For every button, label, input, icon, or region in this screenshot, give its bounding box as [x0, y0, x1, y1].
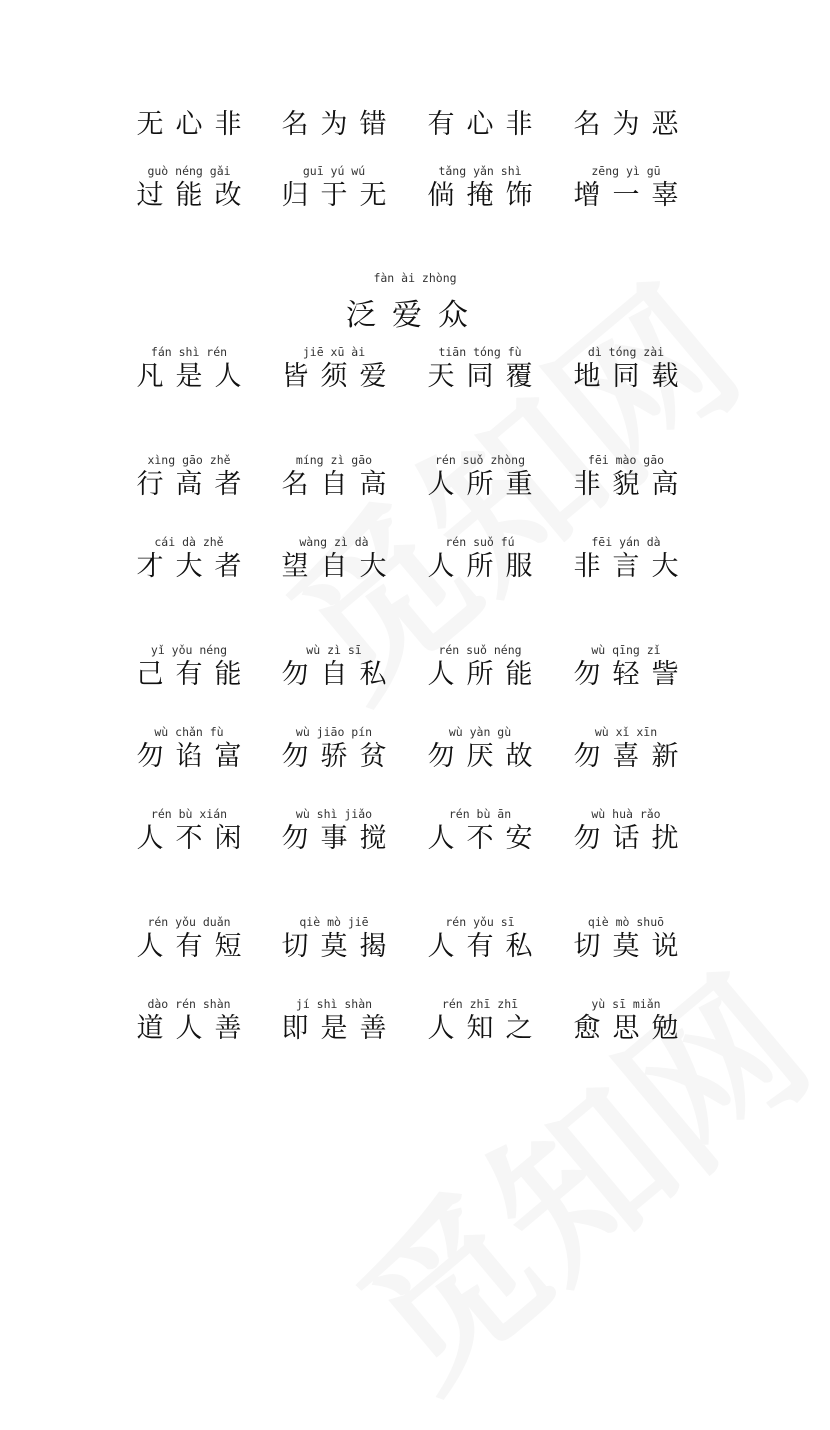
verse-phrase: [410, 996, 550, 1046]
pinyin: wù chǎn fù: [154, 725, 224, 739]
verse-phrase: [556, 163, 696, 213]
pinyin: dào rén shàn: [147, 997, 231, 1011]
hanzi: 非貌高: [573, 469, 691, 500]
verse-phrase: [410, 642, 550, 692]
verse-phrase: [264, 724, 404, 774]
verse-phrase: [119, 92, 259, 142]
hanzi: 望自大: [281, 551, 399, 582]
pinyin: cái dà zhě: [154, 535, 224, 549]
pinyin: rén bù ān: [448, 807, 512, 821]
verse-phrase: [264, 642, 404, 692]
verse-phrase: [264, 92, 404, 142]
section-title: 泛爱众: [346, 298, 484, 333]
hanzi: 增一辜: [573, 180, 691, 211]
pinyin: dì tóng zài: [587, 345, 665, 359]
pinyin: jí shì shàn: [295, 997, 373, 1011]
verse-phrase: [119, 724, 259, 774]
pinyin: guò néng gǎi: [147, 164, 231, 178]
verse-phrase: [556, 914, 696, 964]
pinyin: wù yàn gù: [448, 725, 512, 739]
hanzi: 人所重: [427, 469, 545, 500]
pinyin: rén bù xián: [150, 807, 228, 821]
hanzi: 人有短: [136, 931, 254, 962]
pinyin: jiē xū ài: [302, 345, 366, 359]
hanzi: 勿骄贫: [281, 741, 399, 772]
hanzi: 凡是人: [136, 361, 254, 392]
hanzi: 勿话扰: [573, 823, 691, 854]
hanzi: 切莫揭: [281, 931, 399, 962]
pinyin: [556, 92, 696, 108]
pinyin: yǐ yǒu néng: [150, 643, 228, 657]
pinyin: [119, 92, 259, 108]
verse-phrase: [119, 344, 259, 394]
pinyin: wù zì sī: [306, 643, 362, 657]
pinyin: guī yú wú: [302, 164, 366, 178]
verse-phrase: [264, 996, 404, 1046]
verse-phrase: [410, 724, 550, 774]
pinyin: qiè mò jiē: [299, 915, 369, 929]
verse-phrase: [119, 163, 259, 213]
hanzi: 勿自私: [281, 659, 399, 690]
pinyin: qiè mò shuō: [587, 915, 665, 929]
pinyin: wù xǐ xīn: [594, 725, 658, 739]
pinyin: rén suǒ néng: [438, 643, 522, 657]
pinyin: tiān tóng fù: [438, 345, 522, 359]
verse-phrase: [119, 996, 259, 1046]
pinyin: [410, 92, 550, 108]
pinyin: yù sī miǎn: [591, 997, 661, 1011]
pinyin: rén yǒu duǎn: [147, 915, 231, 929]
pinyin: fēi mào gāo: [587, 453, 665, 467]
pinyin: rén suǒ fú: [445, 535, 515, 549]
pinyin: wù huà rǎo: [591, 807, 661, 821]
pinyin: [264, 92, 404, 108]
verse-phrase: [119, 452, 259, 502]
verse-phrase: [264, 344, 404, 394]
pinyin: xìng gāo zhě: [147, 453, 231, 467]
hanzi: 勿谄富: [136, 741, 254, 772]
pinyin: tǎng yǎn shì: [438, 164, 522, 178]
hanzi: 己有能: [136, 659, 254, 690]
verse-phrase: [556, 534, 696, 584]
hanzi: 人所服: [427, 551, 545, 582]
hanzi: 勿喜新: [573, 741, 691, 772]
pinyin: wàng zì dà: [299, 535, 369, 549]
pinyin: rén suǒ zhòng: [434, 453, 525, 467]
section-title-pinyin: fàn ài zhòng: [373, 271, 457, 285]
hanzi: 归于无: [281, 180, 399, 211]
verse-phrase: [410, 534, 550, 584]
hanzi: 名为错: [281, 109, 399, 140]
hanzi: 倘掩饰: [427, 180, 545, 211]
verse-phrase: [410, 92, 550, 142]
pinyin: rén zhī zhī: [441, 997, 519, 1011]
verse-phrase: [410, 163, 550, 213]
pinyin: fán shì rén: [150, 345, 228, 359]
verse-phrase: [410, 452, 550, 502]
pinyin: zēng yì gū: [591, 164, 661, 178]
pinyin: rén yǒu sī: [445, 915, 515, 929]
pinyin: wù jiāo pín: [295, 725, 373, 739]
verse-phrase: [556, 996, 696, 1046]
hanzi: 人知之: [427, 1013, 545, 1044]
verse-phrase: [119, 914, 259, 964]
verse-phrase: [556, 92, 696, 142]
hanzi: 勿轻訾: [573, 659, 691, 690]
hanzi: 勿事搅: [281, 823, 399, 854]
hanzi: 非言大: [573, 551, 691, 582]
verse-phrase: [410, 914, 550, 964]
pinyin: wù shì jiǎo: [295, 807, 373, 821]
verse-phrase: [264, 806, 404, 856]
hanzi: 人不安: [427, 823, 545, 854]
hanzi: 天同覆: [427, 361, 545, 392]
hanzi: 人有私: [427, 931, 545, 962]
verse-phrase: [556, 724, 696, 774]
verse-phrase: [264, 914, 404, 964]
verse-phrase: [264, 163, 404, 213]
hanzi: 愈思勉: [573, 1013, 691, 1044]
hanzi: 行高者: [136, 469, 254, 500]
pinyin: wù qīng zǐ: [591, 643, 661, 657]
hanzi: 即是善: [281, 1013, 399, 1044]
hanzi: 勿厌故: [427, 741, 545, 772]
watermark: [301, 915, 830, 1430]
hanzi: 名为恶: [573, 109, 691, 140]
verse-phrase: [556, 452, 696, 502]
pinyin: míng zì gāo: [295, 453, 373, 467]
hanzi: 人所能: [427, 659, 545, 690]
verse-phrase: [410, 806, 550, 856]
pinyin: fēi yán dà: [591, 535, 661, 549]
verse-phrase: [556, 806, 696, 856]
hanzi: 过能改: [136, 180, 254, 211]
hanzi: 切莫说: [573, 931, 691, 962]
hanzi: 才大者: [136, 551, 254, 582]
verse-phrase: [119, 806, 259, 856]
verse-phrase: [410, 344, 550, 394]
hanzi: 有心非: [427, 109, 545, 140]
hanzi: 人不闲: [136, 823, 254, 854]
verse-phrase: [119, 534, 259, 584]
hanzi: 无心非: [136, 109, 254, 140]
verse-phrase: [556, 642, 696, 692]
hanzi: 地同载: [573, 361, 691, 392]
hanzi: 皆须爱: [281, 361, 399, 392]
verse-phrase: [119, 642, 259, 692]
hanzi: 名自高: [281, 469, 399, 500]
verse-phrase: [556, 344, 696, 394]
verse-phrase: [264, 534, 404, 584]
verse-phrase: [264, 452, 404, 502]
hanzi: 道人善: [136, 1013, 254, 1044]
